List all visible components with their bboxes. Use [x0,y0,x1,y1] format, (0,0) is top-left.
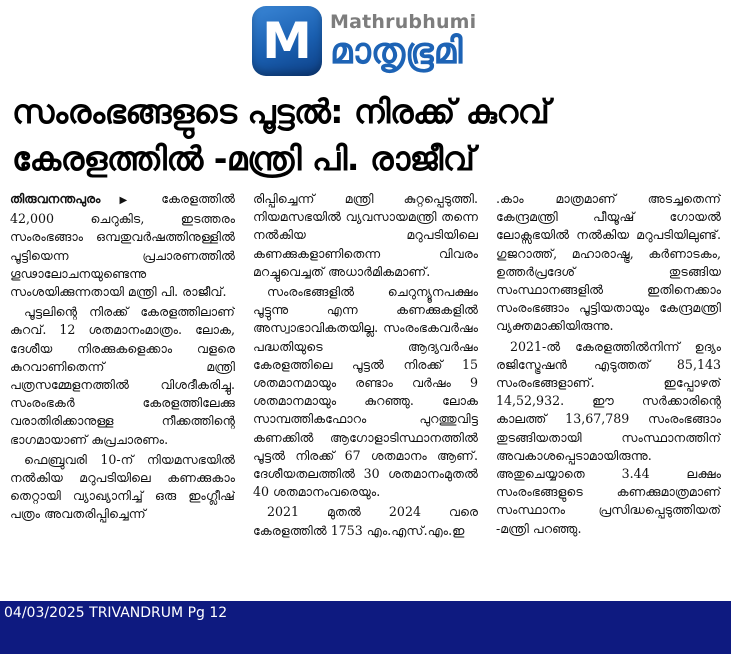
article-paragraph [10,190,235,301]
brand-english: Mathrubhumi [330,11,477,34]
mathrubhumi-logo-icon [252,6,322,76]
headline [12,88,722,182]
article-paragraph: രിപ്പിച്ചെന്ന് മന്ത്രി കുറ്റപ്പെടുത്തി. നിയമസഭയിൽ വ്യവസായമന്ത്രി തന്നെ നൽകിയ മറുപടിയിലെ കണക്കുകളാണിതെന്ന വിവരം മറച്ചുവെച്ചത് അധാർമികമാണ്. [253,191,478,279]
article-body [10,190,721,585]
article-paragraph: 2021 മുതൽ 2024 വരെ കേരളത്തിൽ 1753 എം.എസ്.എം.ഇ [253,504,478,538]
article-column-1 [10,190,235,585]
dateline: തിരുവനന്തപുരം [10,191,101,206]
paragraph-text: കേരളത്തിൽ 42,000 ചെറുകിട, ഇടത്തരം സംരംഭങ്ങാം ഒമ്പതുവർഷത്തിനുള്ളിൽ പൂട്ടിയെന്ന പ്രചാരണത്തിൽ ഗൂഢാലോചനയുണ്ടെന്നു സംശയിക്കുന്നതായി മന്ത്രി പി. രാജീവ്. [10,191,235,300]
logo-letter: M [262,12,312,70]
article-paragraph: .കാം മാത്രമാണ് അടച്ചതെന്ന് കേന്ദ്രമന്ത്രി പീയൂഷ് ഗോയൽ ലോക്സഭയിൽ നൽകിയ മറുപടിയിലുണ്ട്. ഗുജറാത്ത്, മഹാരാഷ്ട്ര, കർണാടകം, ഉത്തർപ്രദേശ് തുടങ്ങിയ സംസ്ഥാനങ്ങളിൽ ഇതിനെക്കാം സംരംഭങ്ങാം പൂട്ടിയതായും കേന്ദ്രമന്ത്രി വ്യക്തമാക്കിയിരുന്നു. [496,191,721,334]
brand-malayalam: മാതൃഭൂമി [330,31,463,73]
article-paragraph: പൂട്ടലിന്റെ നിരക്ക് കേരളത്തിലാണ് കുറവ്. 12 ശതമാനംമാത്രം. ലോക, ദേശീയ നിരക്കുകളെക്കാം വളരെ കുറവാണിതെന്ന് മന്ത്രി പത്രസമ്മേളനത്തിൽ വിശദീകരിച്ചു. സംരംഭകർ കേരളത്തിലേക്കു വരാതിരിക്കാനുള്ള നീക്കത്തിന്റെ ഭാഗമായാണ് കുപ്രചാരണം. [10,304,235,447]
brand-name [330,11,476,71]
dateline-arrow-icon: ▶ [119,195,143,206]
article-column-3 [496,190,721,585]
headline-line-1: സംരംഭങ്ങളുടെ പൂട്ടൽ: നിരക്ക് കുറവ് [12,92,550,131]
article-paragraph: ഫെബ്രുവരി 10-ന് നിയമസഭയിൽ നൽകിയ മറുപടിയിലെ കണക്കുകാം തെറ്റായി വ്യാഖ്യാനിച്ച് ഒരു ഇംഗ്ലീഷ് പത്രം അവതരിപ്പിച്ചെന്ന് [10,451,235,522]
article-paragraph: സംരംഭങ്ങളിൽ ചെറുന്യൂനപക്ഷം പൂട്ടുന്നു എന്ന കണക്കുകളിൽ അസ്വാഭാവികതയില്ല. സംരംഭകവർഷം പദ്ധതിയുടെ ആദ്യവർഷം കേരളത്തിലെ പൂട്ടൽ നിരക്ക് 15 ശതമാനമായും രണ്ടാം വർഷം 9 ശതമാനമായും കുറഞ്ഞു. ലോക സാമ്പത്തികഫോറം പുറത്തുവിട്ട കണക്കിൽ ആഗോളാടിസ്ഥാനത്തിൽ പൂട്ടൽ നിരക്ക് 67 ശതമാനം ആണ്. ദേശീയതലത്തിൽ 30 ശതമാനംമുതൽ 40 ശതമാനംവരെയും. [253,284,478,500]
article-paragraph: 2021-ൽ കേരളത്തിൽനിന്ന് ഉദ്യം രജിസ്ട്രേഷൻ എടുത്തത് 85,143 സംരംഭങ്ങളാണ്. ഇപ്പോഴത് 14,52,932. ഈ സർക്കാരിന്റെ കാലത്ത് 13,67,789 സംരംഭങ്ങാം തുടങ്ങിയതായി സംസ്ഥാനത്തിന് അവകാശപ്പെടാമായിരുന്നു. അതുചെയ്യാതെ 3.44 ലക്ഷം സംരംഭങ്ങളുടെ കണക്കുമാത്രമാണ് സംസ്ഥാനം പ്രസിദ്ധപ്പെടുത്തിയത് -മന്ത്രി പറഞ്ഞു. [496,338,721,536]
edition-info: 04/03/2025 TRIVANDRUM Pg 12 [4,605,228,621]
masthead [252,4,482,78]
headline-line-2: കേരളത്തിൽ -മന്ത്രി പി. രാജീവ് [12,139,475,178]
article-column-2 [253,190,478,585]
footer-bar [0,601,731,654]
